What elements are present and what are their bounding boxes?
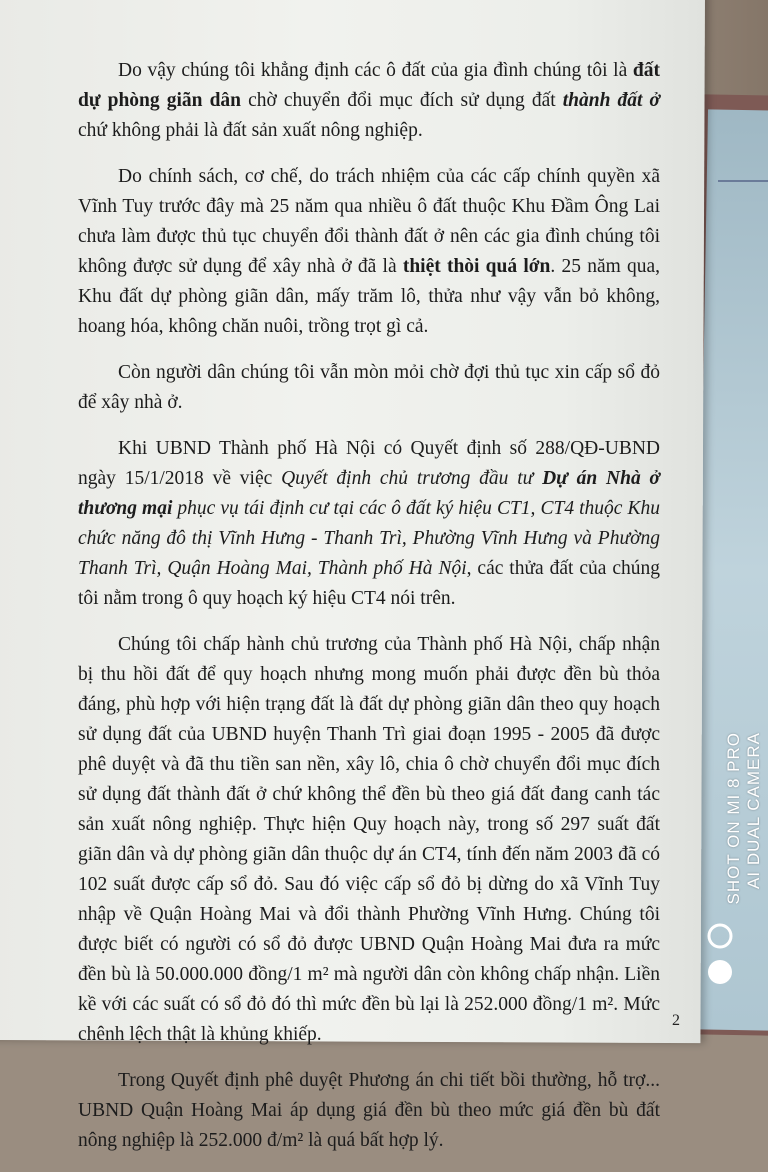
- paragraph-text: thiệt thòi quá lớn: [402, 256, 551, 277]
- paragraph-text: Dự án Nhà ở thương mại: [78, 468, 660, 519]
- paragraph-4: [78, 434, 660, 614]
- paragraph-text: , các thửa đất của chúng tôi nằm trong ô quy hoạch ký hiệu CT4 nói trên.: [78, 558, 660, 609]
- paragraph-text: chứ không phải là đất sản xuất nông nghiệp.: [78, 120, 423, 141]
- paragraph-text: Còn người dân chúng tôi vẫn mòn mỏi chờ đợi thủ tục xin cấp sổ đỏ để xây nhà ở.: [78, 362, 660, 413]
- paragraph-text: Quyết định chủ trương đầu tư: [281, 468, 543, 489]
- paragraph-text: phục vụ tái định cư tại các ô đất ký hiệu CT1, CT4 thuộc Khu chức năng đô thị Vĩnh Hưng - Thanh Trì, Phường Vĩnh Hưng và Phường Thanh Trì, Quận Hoàng Mai, Thành phố Hà Nội: [78, 498, 660, 579]
- page-number: 2: [672, 1012, 680, 1029]
- handwriting-mark: [718, 180, 768, 202]
- paragraph-text: Khi UBND Thành phố Hà Nội có Quyết định số 288/QĐ-UBND ngày 15/1/2018 về việc: [78, 438, 660, 489]
- watermark-line-2: AI DUAL CAMERA: [744, 732, 763, 889]
- paragraph-2: [78, 162, 660, 342]
- paragraph-text: đất dự phòng giãn dân: [78, 60, 660, 111]
- paragraph-5: [78, 630, 660, 1050]
- document-body: [78, 56, 660, 1172]
- paragraph-text: Trong Quyết định phê duyệt Phương án chi tiết bồi thường, hỗ trợ... UBND Quận Hoàng Mai áp dụng giá đền bù theo mức giá đền bù đất nông nghiệp là 252.000 đ/m² là quá bất hợp lý.: [78, 1070, 660, 1151]
- paragraph-text: Do vậy chúng tôi khẳng định các ô đất của gia đình chúng tôi là: [118, 60, 633, 81]
- camera-logo-icon: [698, 920, 742, 994]
- paragraph-6: [78, 1066, 660, 1156]
- paragraph-text: chờ chuyển đổi mục đích sử dụng đất: [241, 90, 563, 111]
- camera-watermark: [722, 732, 768, 932]
- paragraph-text: Do chính sách, cơ chế, do trách nhiệm của các cấp chính quyền xã Vĩnh Tuy trước đây mà 25 năm qua nhiều ô đất thuộc Khu Đầm Ông Lai chưa làm được thủ tục chuyển đổi thành đất ở nên các gia đình chúng tôi không được sử dụng để xây nhà ở đã là: [78, 166, 660, 277]
- paragraph-text: Chúng tôi chấp hành chủ trương của Thành phố Hà Nội, chấp nhận bị thu hồi đất để quy hoạch nhưng mong muốn phải được đền bù thỏa đáng, phù hợp với hiện trạng đất là đất dự phòng giãn dân theo quy hoạch sử dụng đất của UBND huyện Thanh Trì giai đoạn 1995 - 2005 đã được phê duyệt và đã thu tiền san nền, xây lô, chia ô chờ chuyển đổi mục đích sử dụng đất thành đất ở chứ không thể đền bù theo giá đất đang canh tác sản xuất nông nghiệp. Thực hiện Quy hoạch này, trong số 297 suất đất giãn dân và dự phòng giãn dân thuộc dự án CT4, tính đến năm 2003 đã có 102 suất được cấp sổ đỏ. Sau đó việc cấp sổ đỏ bị dừng do xã Vĩnh Tuy nhập về Quận Hoàng Mai và đổi thành Phường Vĩnh Hưng. Chúng tôi được biết có người có sổ đỏ được UBND Quận Hoàng Mai đưa ra mức đền bù là 50.000.000 đồng/1 m² mà người dân còn không chấp nhận. Liền kề với các suất có sổ đỏ đó thì mức đền bù lại là 252.000 đồng/1 m². Mức chênh lệch thật là khủng khiếp.: [78, 634, 660, 1045]
- paragraph-3: [78, 358, 660, 418]
- paragraph-1: [78, 56, 660, 146]
- paragraph-text: . 25 năm qua, Khu đất dự phòng giãn dân, mấy trăm lô, thửa như vậy vẫn bỏ không, hoang hóa, không chăn nuôi, trồng trọt gì cả.: [78, 256, 661, 337]
- watermark-line-1: SHOT ON MI 8 PRO: [724, 732, 743, 905]
- paragraph-text: thành đất ở: [562, 90, 660, 111]
